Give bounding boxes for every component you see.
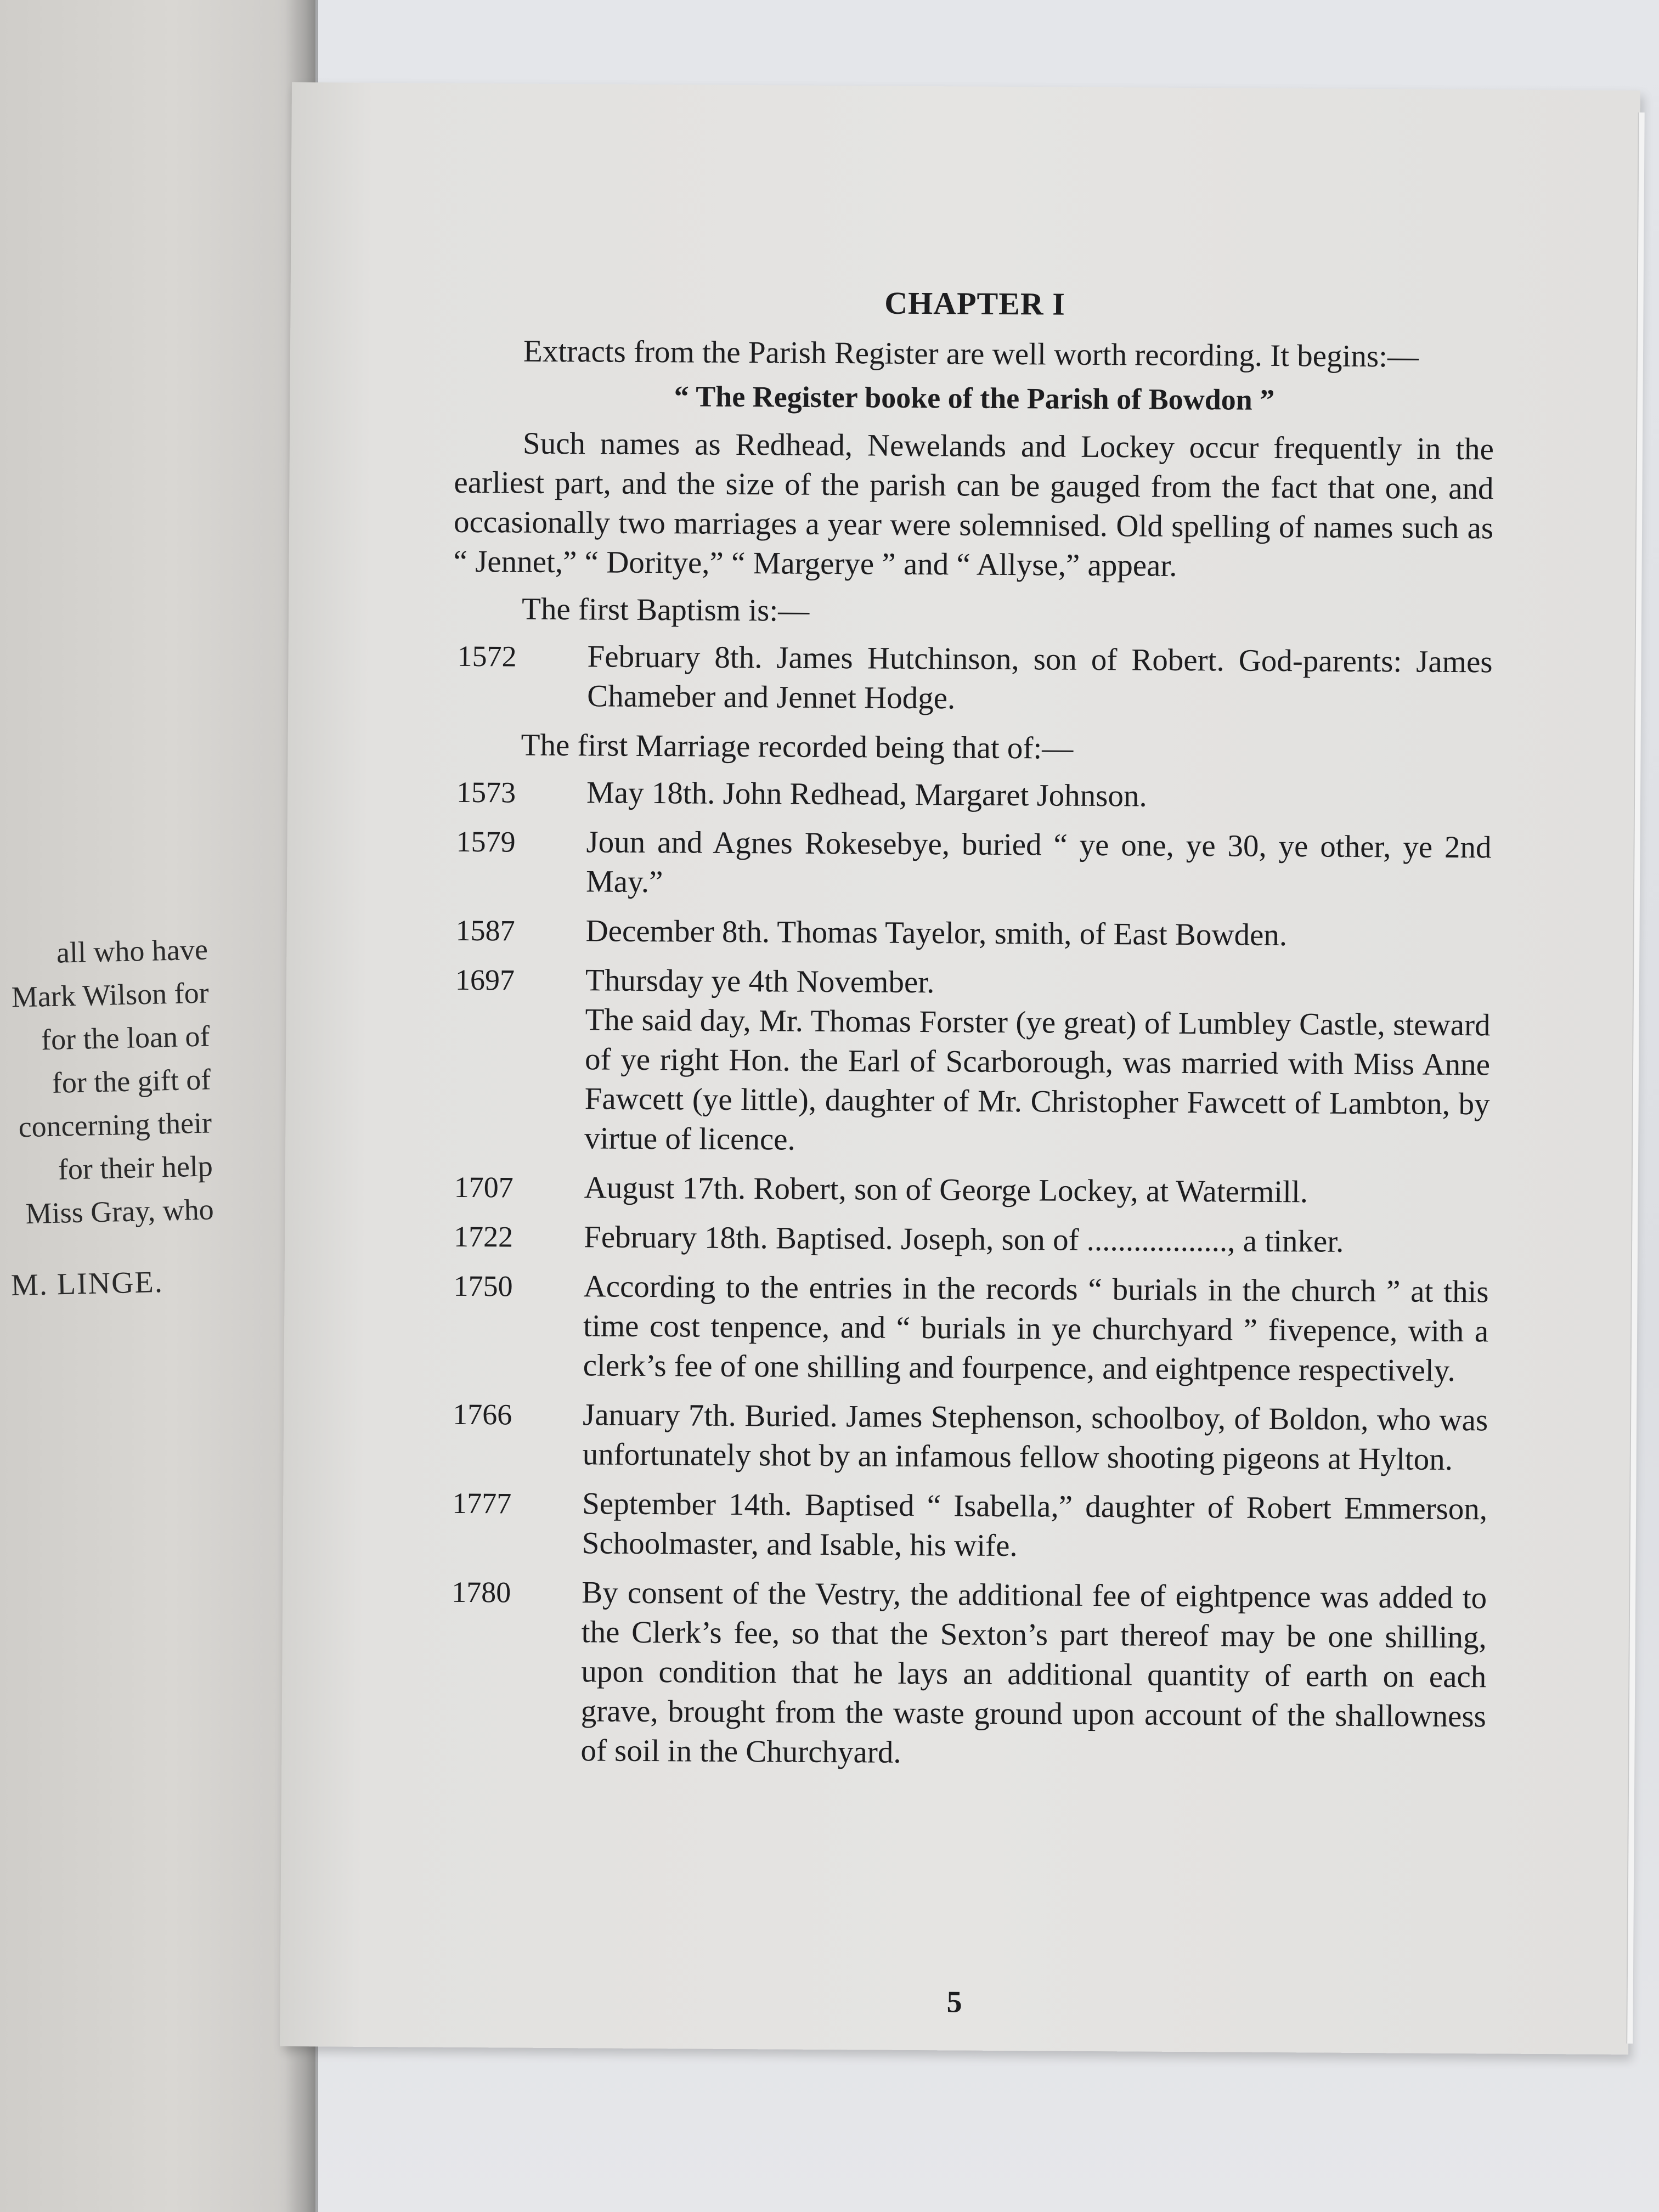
register-entry <box>446 1572 1487 1776</box>
register-entry <box>449 1266 1489 1391</box>
entry-year: 1750 <box>453 1269 513 1303</box>
register-entry <box>453 636 1493 722</box>
first-baptism-label: The first Baptism is:— <box>521 591 810 628</box>
entry-year: 1722 <box>453 1220 514 1254</box>
page <box>280 82 1640 2055</box>
entry-text: May 18th. John Redhead, Margaret Johnson. <box>586 775 1147 814</box>
entry-text: January 7th. Buried. James Stephenson, schoolboy, of Boldon, who was unfortunately shot by an infamous fellow shooting pigeons at Hylton. <box>582 1397 1488 1477</box>
entry-year: 1573 <box>456 775 516 809</box>
entry-text: September 14th. Baptised “ Isabella,” daughter of Robert Emmerson, Schoolmaster, and Isable, his wife. <box>582 1486 1488 1564</box>
entry-continuation: The said day, Mr. Thomas Forster (ye great) of Lumbley Castle, steward of ye right Hon. the Earl of Scarborough, was married with Miss Anne Fawcett (ye little), daughter of Mr. Christopher Fawcett of Lambton, by virtue of licence. <box>584 1002 1491 1157</box>
entry-text: By consent of the Vestry, the additional fee of eightpence was added to the Clerk’s fee, so that the Sexton’s part thereof may be one shilling, upon condition that he lays an additional quantity of earth on each grave, brought from the waste ground upon account of the shallowness of soil in the Churchyard. <box>580 1575 1487 1770</box>
entry-text: According to the entries in the records “ burials in the church ” at this time cost tenpence, and “ burials in ye churchyard ” fivepence, with a clerk’s fee of one shilling and fourpence, and eightpence respectively. <box>583 1269 1489 1388</box>
entry-text-block <box>584 961 1491 1164</box>
intro-paragraph: Extracts from the Parish Register are well worth recording. It begins:— <box>523 334 1419 374</box>
register-entry <box>448 1483 1488 1569</box>
register-entry <box>452 822 1492 907</box>
entry-text-block <box>582 1484 1488 1568</box>
entry-text: Joun and Agnes Rokesebye, buried “ ye one, ye 30, ye other, ye 2nd May.” <box>585 825 1492 900</box>
entry-text: Thursday ye 4th November. <box>585 963 935 1000</box>
entry-text-block <box>587 637 1493 721</box>
entry-year: 1697 <box>455 963 515 997</box>
register-entry <box>449 1167 1489 1214</box>
entry-year: 1579 <box>456 825 516 859</box>
entry-text-block <box>580 1573 1487 1776</box>
register-entry <box>452 772 1492 819</box>
names-paragraph: Such names as Redhead, Newelands and Lockey occur frequently in the earliest part, and the size of the parish can be gauged from the fact that one, and occasionally two marriages a year were solemnised. Old spelling of names such as “ Jennet,” “ Doritye,” “ Margerye ” and “ Allyse,” appear. <box>453 426 1494 583</box>
left-page-line: concerning their <box>18 1106 212 1144</box>
register-entries <box>446 772 1492 1786</box>
entry-text-block <box>585 911 1491 956</box>
entry-text: August 17th. Robert, son of George Lockey, at Watermill. <box>584 1170 1308 1210</box>
left-page-line: for the loan of <box>41 1019 211 1057</box>
left-page <box>0 0 315 2212</box>
left-page-text <box>0 928 214 1235</box>
page-content <box>446 281 1495 1786</box>
entry-text-block <box>584 1217 1489 1262</box>
page-number <box>280 1980 1628 2024</box>
register-entry <box>451 911 1491 957</box>
entry-year: 1707 <box>454 1170 514 1204</box>
entry-text: February 18th. Baptised. Joseph, son of .................., a tinker. <box>583 1220 1344 1259</box>
left-page-line: for their help <box>58 1149 213 1186</box>
entry-year: 1780 <box>452 1575 511 1609</box>
register-entry <box>448 1395 1488 1480</box>
entry-year: 1572 <box>457 639 517 673</box>
left-page-line: for the gift of <box>52 1063 211 1099</box>
entry-text-block <box>584 1168 1489 1213</box>
chapter-title: CHAPTER I <box>884 285 1066 322</box>
entry-text-block <box>586 773 1492 818</box>
first-marriage-label: The first Marriage recorded being that of:— <box>521 727 1074 766</box>
register-entry <box>449 1217 1489 1263</box>
entry-year: 1766 <box>452 1397 512 1431</box>
entry-year: 1587 <box>455 913 515 947</box>
entry-text: December 8th. Thomas Tayelor, smith, of East Bowden. <box>585 913 1288 953</box>
left-page-line: Mark Wilson for <box>11 976 210 1014</box>
register-entries-baptism <box>453 636 1493 732</box>
left-page-signature: M. LINGE. <box>10 1265 164 1303</box>
entry-text: February 8th. James Hutchinson, son of Robert. God-parents: James Chameber and Jennet Hodge. <box>586 639 1493 716</box>
page-edge <box>1626 112 1645 2044</box>
entry-year: 1777 <box>452 1486 512 1520</box>
entry-text-block <box>583 1395 1488 1480</box>
left-page-line: Miss Gray, who <box>25 1193 215 1231</box>
register-title: “ The Register booke of the Parish of Bowdon ” <box>674 380 1275 416</box>
left-page-line: all who have <box>56 933 208 969</box>
page-number-text: 5 <box>946 1985 962 2019</box>
entry-text-block <box>583 1267 1489 1391</box>
entry-text-block <box>586 822 1492 907</box>
register-entry <box>450 960 1491 1164</box>
